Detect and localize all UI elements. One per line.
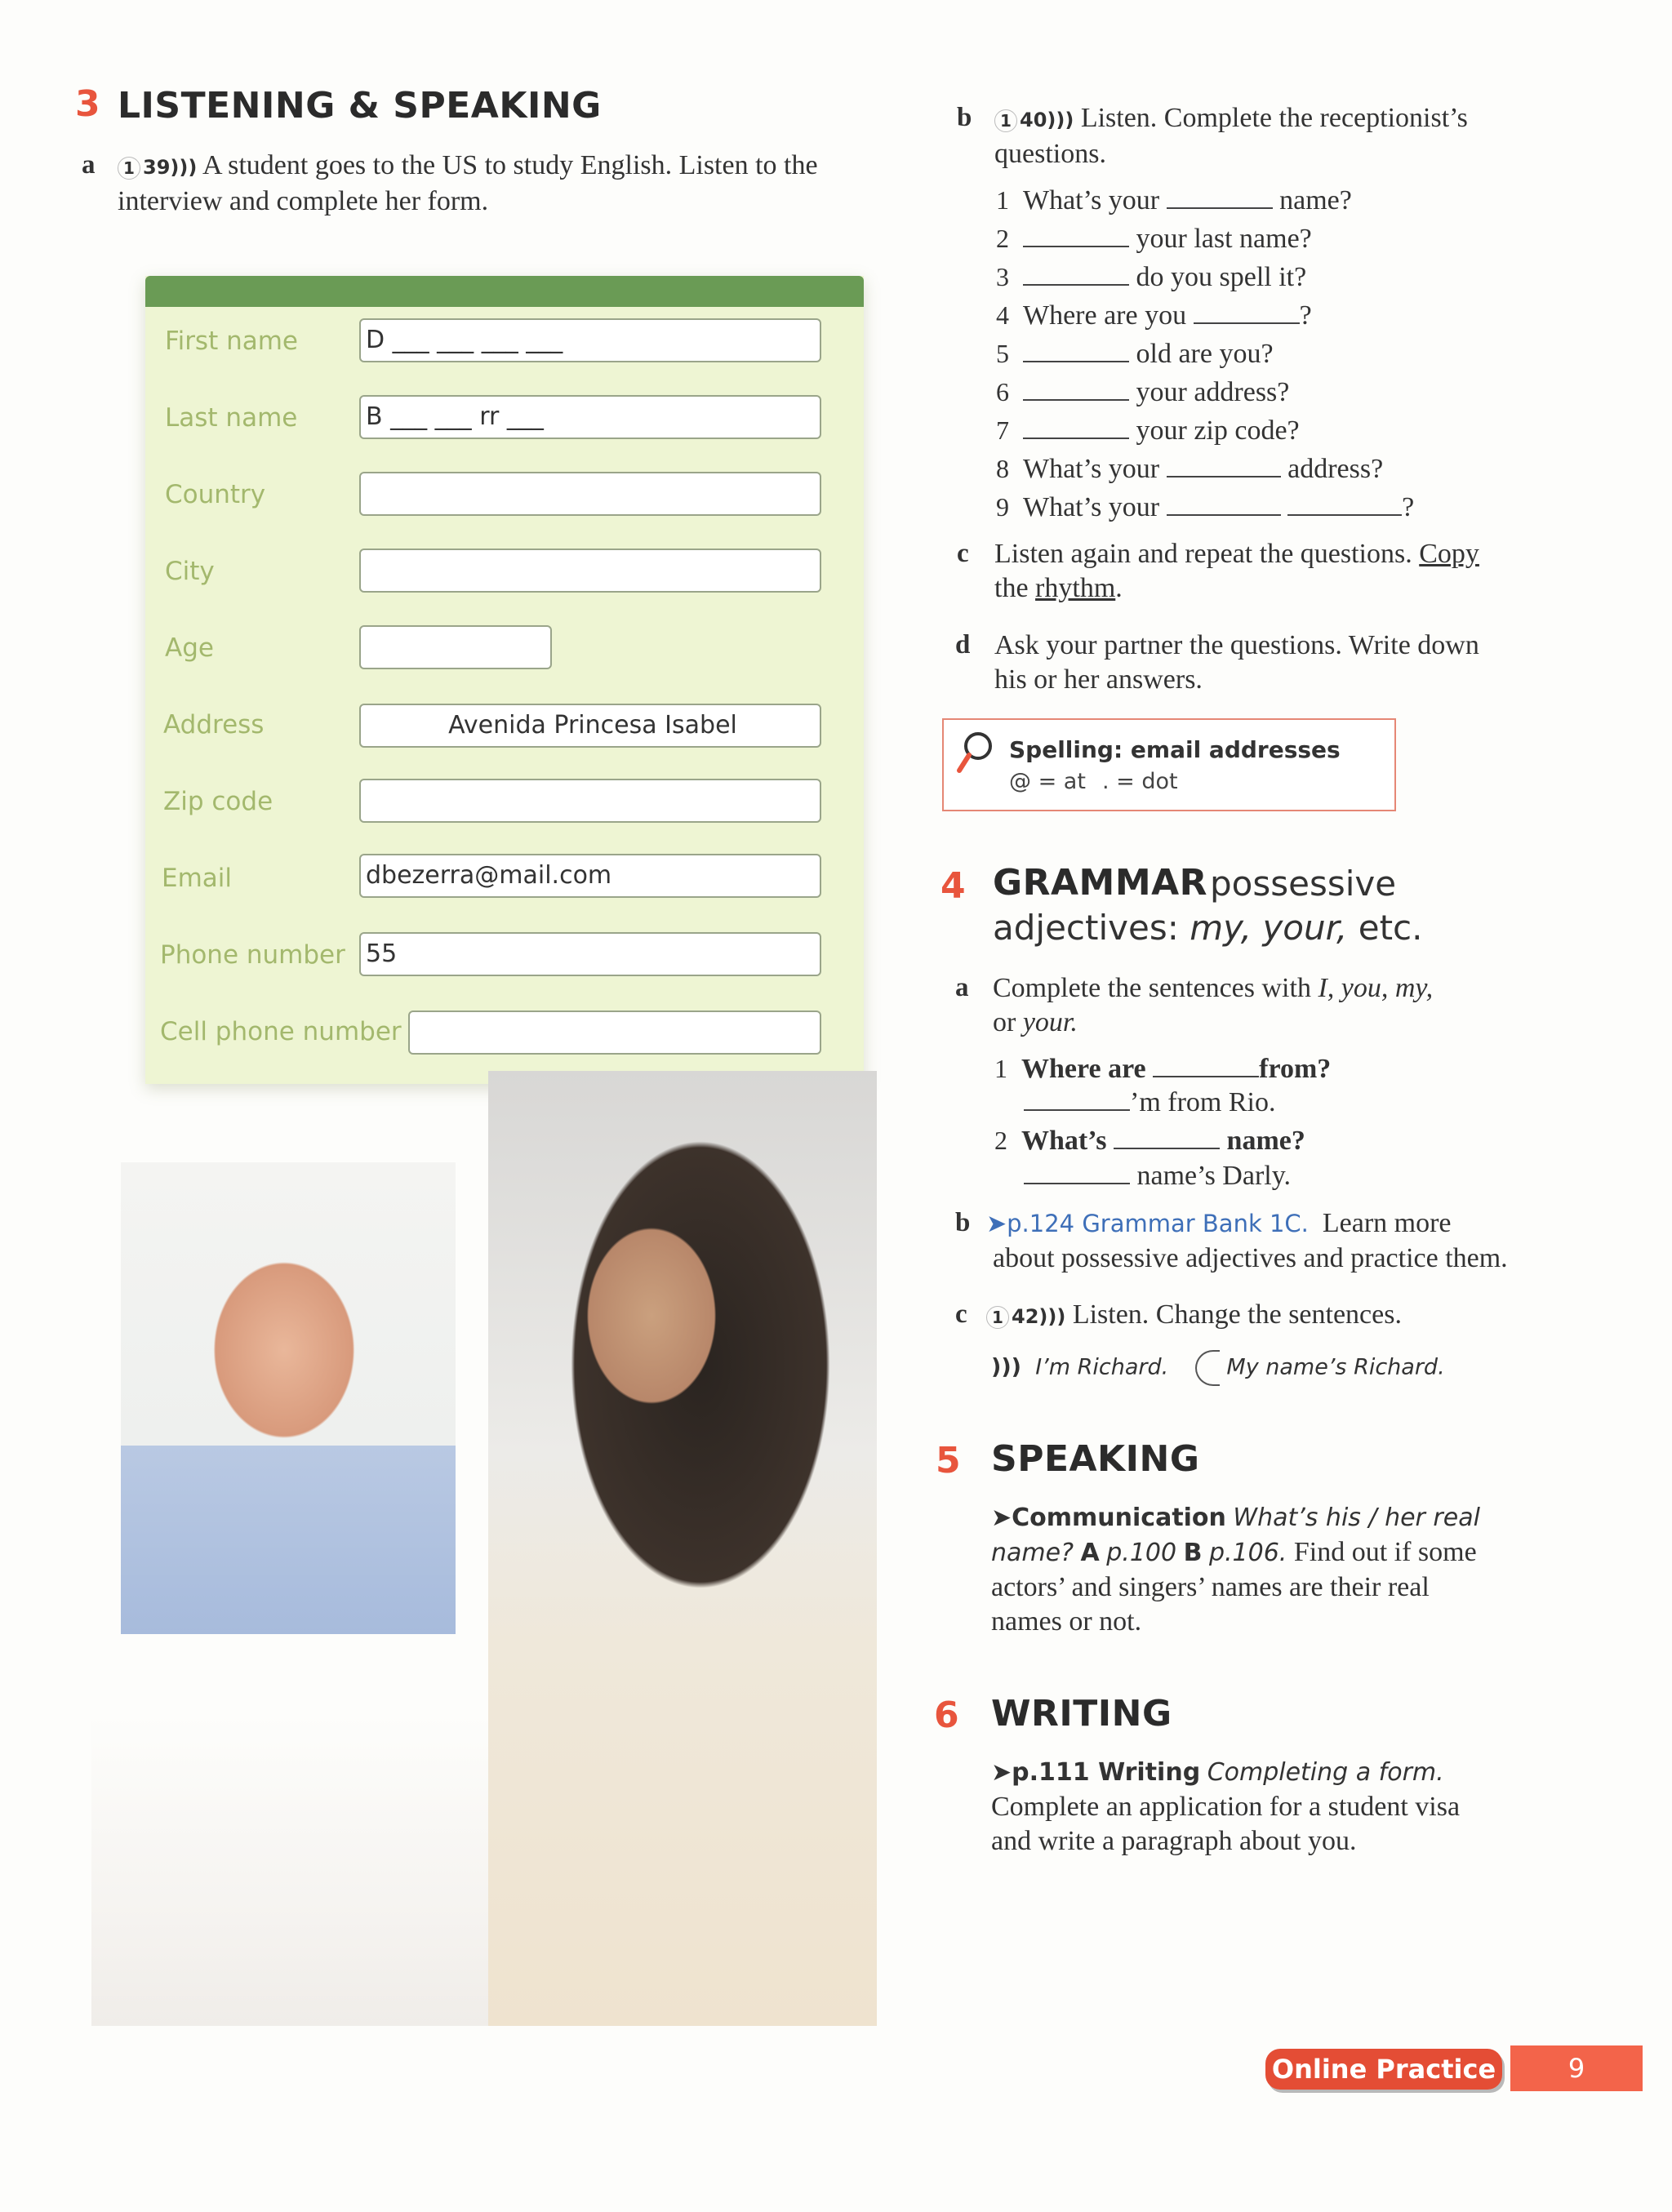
page-number: 9	[1510, 2045, 1643, 2091]
speech-bubble-icon	[1195, 1350, 1220, 1386]
section-3-number: 3	[75, 83, 100, 125]
exercise-4c-example: ))) I’m Richard. My name’s Richard.	[991, 1350, 1445, 1386]
question-1: 1 What’s your name?	[996, 185, 1352, 215]
section-4-number: 4	[940, 865, 966, 907]
exercise-4a-letter: a	[955, 973, 969, 1002]
arrow-icon: ➤	[986, 1210, 1007, 1238]
exercise-3b-text: 1 40))) Listen. Complete the receptionist’s questions.	[994, 103, 1468, 169]
question-6: 6 your address?	[996, 377, 1290, 407]
audio-track-1-39[interactable]: 1 39)))	[118, 150, 197, 184]
country-field[interactable]	[359, 472, 821, 516]
section-6-number: 6	[934, 1695, 959, 1736]
answer-blank[interactable]	[1023, 340, 1129, 362]
form-label-phone-number: Phone number	[160, 940, 345, 970]
exercise-4b-letter: b	[955, 1208, 971, 1237]
question-4: 4 Where are you ?	[996, 300, 1312, 331]
arrow-icon: ➤	[991, 1758, 1012, 1787]
grammar-sentence-2-answer: name’s Darly.	[1024, 1159, 1291, 1193]
exercise-4b-text: ➤p.124 Grammar Bank 1C. Learn more about possessive adjectives and practice them.	[986, 1208, 1508, 1273]
zip-code-field[interactable]	[359, 779, 821, 823]
grammar-bank-link[interactable]: p.124 Grammar Bank 1C.	[1007, 1210, 1309, 1237]
answer-blank[interactable]	[1167, 493, 1281, 516]
speaker-icon: )))	[1038, 1305, 1066, 1328]
grammar-sentence-1-question: 1 Where are from?	[994, 1054, 1332, 1084]
first-name-field[interactable]: D ___ ___ ___ ___	[359, 318, 821, 362]
form-label-country: Country	[165, 480, 266, 509]
answer-blank[interactable]	[1194, 301, 1300, 324]
question-5: 5 old are you?	[996, 339, 1274, 369]
form-header-bar	[145, 276, 864, 307]
exercise-3a-text: 1 39))) A student goes to the US to study English. Listen to the interview and complete her form.	[118, 150, 818, 216]
speaker-icon: )))	[170, 156, 198, 179]
address-field[interactable]: Avenida Princesa Isabel	[359, 704, 821, 748]
cell-phone-number-field[interactable]	[408, 1011, 821, 1055]
woman-photo	[488, 1071, 877, 2026]
section-5-text: ➤Communication What’s his / her real name? A p.100 B p.106. Find out if some actors’ and singers’ names are their real names or not.	[991, 1504, 1480, 1637]
section-5-title: SPEAKING	[991, 1438, 1200, 1480]
answer-blank[interactable]	[1023, 224, 1129, 247]
tip-title: Spelling: email addresses	[1009, 736, 1341, 763]
form-label-cell-phone-number: Cell phone number	[160, 1017, 402, 1046]
exercise-4c-letter: c	[955, 1299, 967, 1329]
question-7: 7 your zip code?	[996, 415, 1300, 446]
section-4-subtitle-line2: adjectives: my, your, etc.	[993, 908, 1423, 948]
exercise-3c-text: Listen again and repeat the questions. Copy the rhythm.	[994, 539, 1479, 603]
question-9: 9 What’s your ?	[996, 492, 1415, 522]
audio-track-1-40[interactable]: 1 40)))	[994, 103, 1074, 137]
magnifier-icon	[955, 730, 994, 780]
arrow-icon: ➤	[991, 1504, 1012, 1532]
section-4-title: GRAMMAR	[993, 862, 1208, 904]
form-label-last-name: Last name	[165, 403, 298, 433]
form-label-address: Address	[163, 710, 265, 740]
section-6-title: WRITING	[991, 1693, 1172, 1735]
email-field[interactable]: dbezerra@mail.com	[359, 854, 821, 898]
phone-number-field[interactable]: 55	[359, 932, 821, 976]
writing-link[interactable]: p.111 Writing	[1012, 1758, 1201, 1787]
exercise-3d-text: Ask your partner the questions. Write down his or her answers.	[994, 630, 1479, 695]
question-2: 2 your last name?	[996, 224, 1312, 254]
answer-blank[interactable]	[1024, 1162, 1130, 1184]
grammar-sentence-2-question: 2 What’s name?	[994, 1126, 1305, 1156]
city-field[interactable]	[359, 549, 821, 593]
tip-dot: . = dot	[1102, 769, 1178, 794]
answer-blank[interactable]	[1114, 1126, 1220, 1149]
section-3-title: LISTENING & SPEAKING	[118, 85, 602, 127]
section-6-text: ➤p.111 Writing Completing a form. Complete an application for a student visa and write a paragraph about you.	[991, 1758, 1461, 1856]
answer-blank[interactable]	[1287, 493, 1402, 516]
man-photo	[121, 1162, 456, 1634]
audio-track-1-42[interactable]: 1 42)))	[986, 1299, 1065, 1334]
section-5-number: 5	[936, 1440, 961, 1481]
exercise-3c-letter: c	[957, 539, 969, 568]
answer-blank[interactable]	[1024, 1088, 1130, 1111]
question-list	[996, 181, 1600, 526]
exercise-3a-letter: a	[82, 150, 96, 180]
form-label-zip-code: Zip code	[163, 787, 273, 816]
form-label-first-name: First name	[165, 326, 299, 356]
section-4-subtitle-line1: possessive	[1210, 864, 1397, 904]
spelling-tip-box	[942, 718, 1396, 811]
answer-blank[interactable]	[1023, 416, 1129, 439]
answer-blank[interactable]	[1167, 455, 1281, 477]
grammar-sentence-1-answer: ’m from Rio.	[1024, 1086, 1275, 1120]
communication-link[interactable]: Communication	[1012, 1504, 1226, 1532]
last-name-field[interactable]: B ___ ___ rr ___	[359, 395, 821, 439]
form-label-age: Age	[165, 633, 214, 663]
speaker-icon: )))	[1047, 109, 1074, 131]
speaker-icon: )))	[991, 1354, 1022, 1380]
exercise-4c-text: 1 42))) Listen. Change the sentences.	[986, 1298, 1623, 1334]
question-3: 3 do you spell it?	[996, 262, 1307, 292]
online-practice-button[interactable]: Online Practice	[1265, 2049, 1502, 2090]
answer-blank[interactable]	[1023, 378, 1129, 401]
answer-blank[interactable]	[1023, 263, 1129, 286]
exercise-3d-letter: d	[955, 630, 971, 660]
answer-blank[interactable]	[1167, 186, 1273, 209]
answer-blank[interactable]	[1153, 1055, 1259, 1077]
tip-at: @ = at	[1009, 769, 1086, 794]
age-field[interactable]	[359, 625, 552, 669]
exercise-3b-letter: b	[957, 103, 972, 132]
exercise-4a-text: Complete the sentences with I, you, my, or your.	[993, 973, 1434, 1037]
question-8: 8 What’s your address?	[996, 454, 1384, 484]
form-label-city: City	[165, 557, 215, 586]
form-label-email: Email	[162, 864, 233, 893]
